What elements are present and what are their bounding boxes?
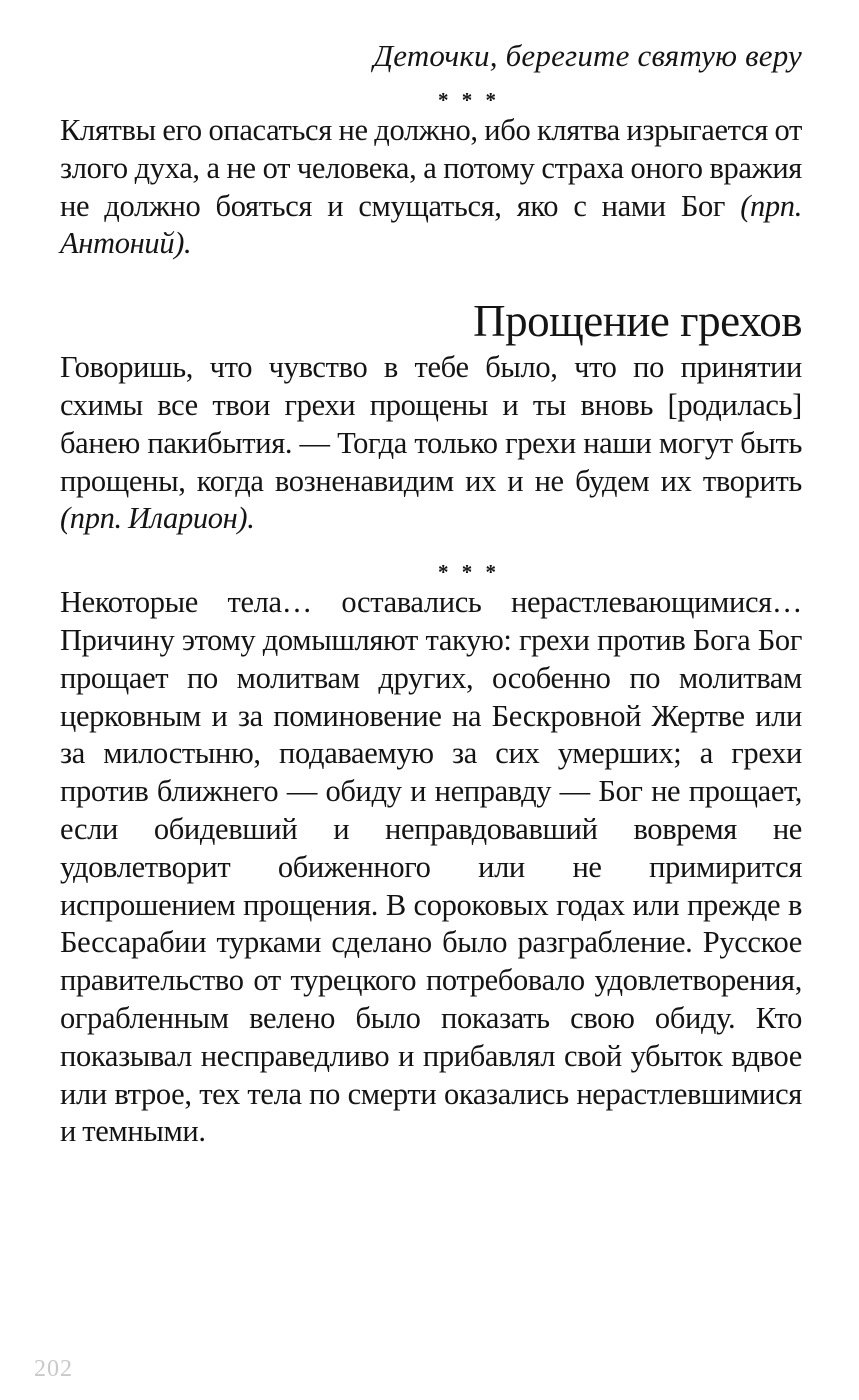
page-number: 202 bbox=[34, 1356, 73, 1382]
paragraph-bodies: Некоторые тела… оставались нерастлевающимися… Причину этому домышляют такую: грехи против Бога Бог прощает по молитвам других, особенно по молитвам церковным и за поминовение на Бескровной Жертве или за милостыню, подаваемую за сих умерших; а грехи против ближнего — обиду и неправду — Бог не прощает, если обидевший и неправдовавший вовремя не удовлетворит обиженного или не примирится испрошением прощения. В сороковых годах или прежде в Бессарабии турками сделано было разграбление. Русское правительство от турецкого потребовало удовлетворения, ограбленным велено было показать свою обиду. Кто показывал несправедливо и прибавлял свой убыток вдвое или втрое, тех тела по смерти оказались нерастлевшимися и темными. bbox=[60, 585, 802, 1149]
paragraph-source: (прп. Антоний). bbox=[60, 188, 802, 261]
section-separator: * * * bbox=[438, 560, 500, 585]
running-head: Деточки, берегите святую веру bbox=[373, 38, 802, 73]
paragraph-text: Говоришь, что чувство в тебе было, что по принятии схимы все твои грехи прощены и ты вновь [родилась] банею пакибытия. — Тогда только грехи наши могут быть прощены, когда возненавидим их и не будем их творить bbox=[60, 350, 802, 498]
book-page bbox=[60, 36, 802, 1151]
section-separator: * * * bbox=[438, 88, 500, 112]
paragraph-text: Клятвы его опасаться не должно, ибо клятва изрыгается от злого духа, а не от человека, а потому страха оного вражия не должно бояться и смущаться, яко с нами Бог bbox=[60, 113, 802, 223]
section-title: Прощение грехов bbox=[473, 296, 802, 347]
paragraph-oath bbox=[60, 112, 802, 263]
paragraph-source: (прп. Иларион). bbox=[60, 501, 255, 536]
paragraph-schema bbox=[60, 349, 802, 538]
